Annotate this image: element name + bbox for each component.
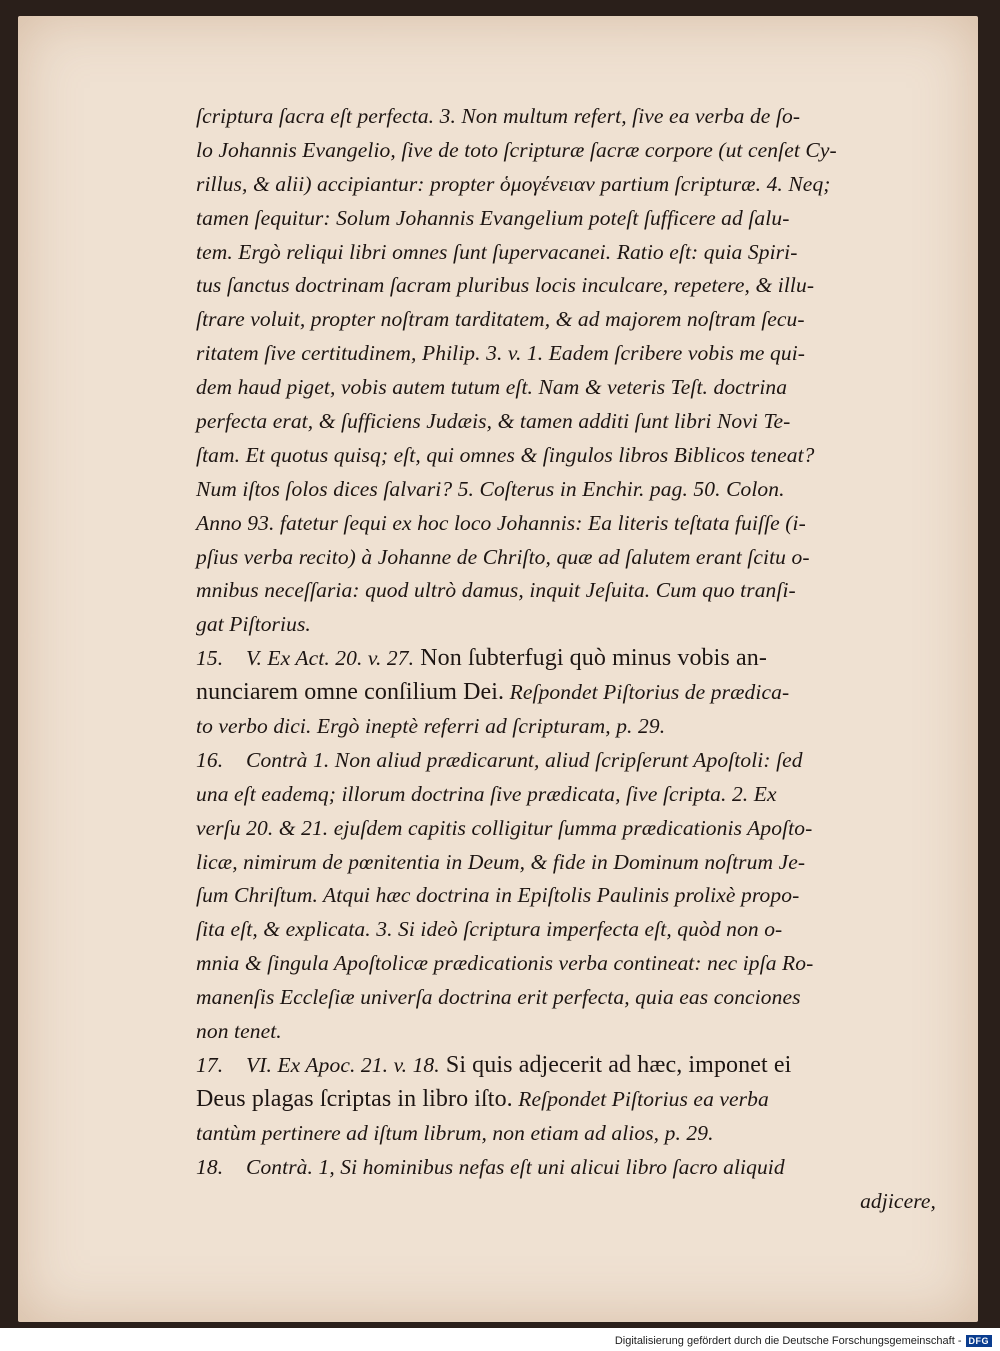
- text-line: tus ſanctus doctrinam ſacram pluribus locis inculcare, repetere, & illu-: [196, 273, 815, 298]
- digitization-footer: [615, 1333, 992, 1349]
- page-text: [196, 100, 936, 1218]
- text-line: Anno 93. fatetur ſequi ex hoc loco Johannis: Ea literis teſtata fuiſſe (i-: [196, 510, 806, 535]
- text-line: licæ, nimirum de pœnitentia in Deum, & fide in Dominum noſtrum Je-: [196, 849, 806, 874]
- paragraph-number: 15.: [196, 646, 224, 671]
- paragraph-16-line-1: [196, 744, 936, 778]
- paragraph-15-line-2: [196, 676, 936, 710]
- text-line: gat Piſtorius.: [196, 612, 311, 637]
- commentary-text: Reſpondet Piſtorius de prædica-: [504, 680, 790, 705]
- scripture-quote: nunciarem omne conſilium Dei.: [196, 679, 505, 706]
- text-line: mnibus neceſſaria: quod ultrò damus, inquit Jeſuita. Cum quo tranſi-: [196, 578, 796, 603]
- commentary-text: Contrà. 1, Si hominibus nefas eſt uni alicui libro ſacro aliquid: [246, 1154, 785, 1179]
- text-line: Num iſtos ſolos dices ſalvari? 5. Coſterus in Enchir. pag. 50. Colon.: [196, 476, 785, 501]
- text-line: verſu 20. & 21. ejuſdem capitis colligitur ſumma prædicationis Apoſto-: [196, 815, 813, 840]
- catchword: adjicere,: [860, 1188, 936, 1213]
- paragraph-number: 17.: [196, 1052, 224, 1077]
- text-line: una eſt eademq; illorum doctrina ſive prædicata, ſive ſcripta. 2. Ex: [196, 781, 777, 806]
- text-line: lo Johannis Evangelio, ſive de toto ſcripturæ ſacræ corpore (ut cenſet Cy-: [196, 137, 837, 162]
- text-line: manenſis Eccleſiæ univerſa doctrina erit perfecta, quia eas conciones: [196, 985, 801, 1010]
- text-line: ſum Chriſtum. Atqui hæc doctrina in Epiſtolis Paulinis prolixè propo-: [196, 883, 800, 908]
- text-line: ſita eſt, & explicata. 3. Si ideò ſcriptura imperfecta eſt, quòd non o-: [196, 917, 783, 942]
- paragraph-15-line-3: to verbo dici. Ergò ineptè referri ad ſcripturam, p. 29.: [196, 714, 666, 739]
- text-line: tamen ſequitur: Solum Johannis Evangelium poteſt ſufficere ad ſalu-: [196, 205, 790, 230]
- paragraph-17-line-3: tantùm pertinere ad iſtum librum, non etiam ad alios, p. 29.: [196, 1120, 714, 1145]
- paragraph-17-line-2: [196, 1083, 936, 1117]
- commentary-text: Contrà 1. Non aliud prædicarunt, aliud ſcripſerunt Apoſtoli: ſed: [246, 747, 803, 772]
- commentary-text: Reſpondet Piſtorius ea verba: [512, 1086, 769, 1111]
- text-line: tem. Ergò reliqui libri omnes ſunt ſupervacanei. Ratio eſt: quia Spiri-: [196, 239, 798, 264]
- text-line: dem haud piget, vobis autem tutum eſt. Nam & veteris Teſt. doctrina: [196, 375, 788, 400]
- text-line: non tenet.: [196, 1019, 282, 1044]
- scripture-quote: Non ſubterfugi quò minus vobis an-: [414, 645, 767, 672]
- scripture-quote: Si quis adjecerit ad hæc, imponet ei: [439, 1051, 792, 1078]
- text-line: ſtrare voluit, propter noſtram tarditatem, & ad majorem noſtram ſecu-: [196, 307, 805, 332]
- text-line: mnia & ſingula Apoſtolicæ prædicationis verba contineat: nec ipſa Ro-: [196, 951, 814, 976]
- scripture-reference: VI. Ex Apoc. 21. v. 18.: [246, 1052, 440, 1077]
- footer-text: Digitalisierung gefördert durch die Deutsche Forschungsgemeinschaft -: [614, 1335, 962, 1347]
- scripture-reference: V. Ex Act. 20. v. 27.: [246, 646, 415, 671]
- text-line: perfecta erat, & ſufficiens Judæis, & tamen additi ſunt libri Novi Te-: [196, 409, 791, 434]
- text-line: ſcriptura ſacra eſt perfecta. 3. Non multum refert, ſive ea verba de ſo-: [196, 104, 801, 128]
- text-line: rillus, & alii) accipiantur: propter ὁμογένειαν partium ſcripturæ. 4. Neq;: [196, 171, 831, 196]
- text-line: ritatem ſive certitudinem, Philip. 3. v. 1. Eadem ſcribere vobis me qui-: [196, 341, 806, 366]
- text-line: pſius verba recito) à Johanne de Chriſto, quæ ad ſalutem erant ſcitu o-: [196, 544, 810, 569]
- paragraph-15-line-1: [196, 642, 936, 676]
- text-line: ſtam. Et quotus quisq; eſt, qui omnes & ſingulos libros Biblicos teneat?: [196, 442, 815, 467]
- paragraph-number: 16.: [196, 747, 224, 772]
- dfg-logo: DFG: [966, 1335, 993, 1347]
- scripture-quote: Deus plagas ſcriptas in libro iſto.: [196, 1085, 513, 1112]
- paragraph-18-line-1: [196, 1151, 936, 1185]
- paragraph-17-line-1: [196, 1049, 936, 1083]
- paragraph-number: 18.: [196, 1154, 224, 1179]
